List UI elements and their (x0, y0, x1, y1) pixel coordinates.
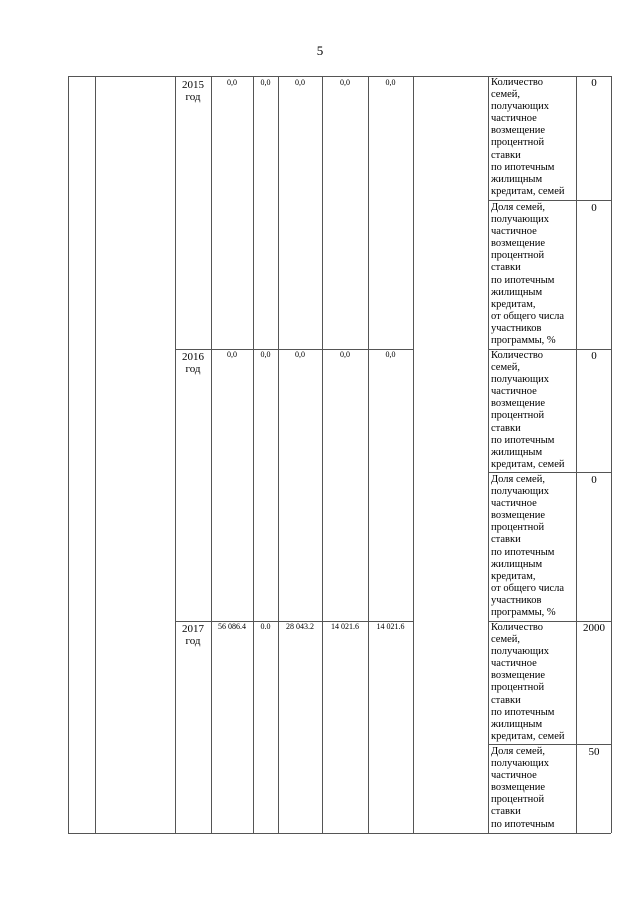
value-local: 14 021.6 (331, 622, 359, 631)
indicator-name: Доля семей, получающих частичное возмещение процентной ставки по ипотечным жилищным кредитам, от общего числа участников программы, % (491, 202, 565, 347)
indicator-name: Количество семей, получающих частичное возмещение процентной ставки по ипотечным жилищным кредитам, семей (491, 77, 565, 197)
year-label: 2016 год (182, 351, 204, 376)
value-local: 0,0 (340, 350, 350, 359)
col-sep-2 (175, 76, 176, 833)
indicator-value: 0 (591, 77, 597, 89)
value-regional: 0,0 (295, 350, 305, 359)
col-sep-1 (95, 76, 96, 833)
col-sep-6 (322, 76, 323, 833)
value-federal: 0,0 (260, 350, 271, 359)
year-label: 2015 год (182, 79, 204, 104)
indicator-name: Количество семей, получающих частичное возмещение процентной ставки по ипотечным жилищным кредитам, семей (491, 622, 565, 742)
col-sep-7 (368, 76, 369, 833)
table-left-border (68, 76, 69, 833)
year-label: 2017 год (182, 623, 204, 648)
page-number: 5 (316, 43, 324, 58)
col-sep-4 (253, 76, 254, 833)
value-other: 0,0 (385, 78, 396, 87)
col-sep-3 (211, 76, 212, 833)
ind-sep-5 (488, 744, 611, 745)
value-regional: 0,0 (295, 78, 305, 87)
col-sep-8 (413, 76, 414, 833)
table-right-border (611, 76, 612, 833)
indicator-name: Доля семей, получающих частичное возмещение процентной ставки по ипотечным жилищным кредитам, от общего числа участников программы, % (491, 474, 565, 619)
indicator-value: 0 (591, 350, 597, 362)
col-sep-5 (278, 76, 279, 833)
value-other: 0,0 (385, 350, 396, 359)
indicator-value: 0 (591, 202, 597, 214)
value-total: 0,0 (227, 78, 237, 87)
value-total: 56 086.4 (218, 622, 246, 631)
indicator-value: 2000 (583, 622, 605, 634)
indicator-name: Количество семей, получающих частичное возмещение процентной ставки по ипотечным жилищным кредитам, семей (491, 350, 565, 470)
program-table (68, 76, 611, 833)
indicator-value: 50 (588, 746, 600, 758)
col-sep-9 (488, 76, 489, 833)
indicator-value: 0 (591, 474, 597, 486)
value-local: 0,0 (340, 78, 350, 87)
value-total: 0,0 (227, 350, 237, 359)
indicator-name: Доля семей, получающих частичное возмещение процентной ставки по ипотечным (491, 746, 555, 830)
ind-sep-1 (488, 200, 611, 201)
value-federal: 0.0 (260, 622, 271, 631)
value-regional: 28 043.2 (286, 622, 314, 631)
table-bottom-border (68, 833, 611, 834)
value-other: 14 021.6 (376, 622, 405, 631)
value-federal: 0,0 (260, 78, 271, 87)
ind-sep-3 (488, 472, 611, 473)
